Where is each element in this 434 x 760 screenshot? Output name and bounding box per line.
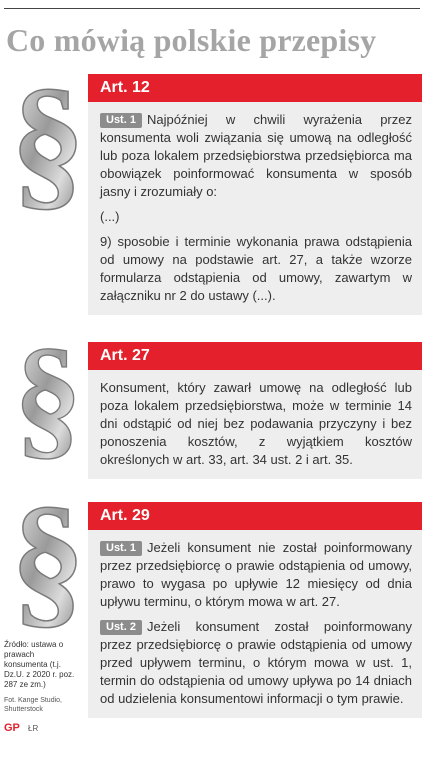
section-sign-icon bbox=[4, 72, 94, 214]
section-sign-icon bbox=[4, 490, 94, 632]
paragraph bbox=[100, 208, 412, 226]
article-header: Art. 29 bbox=[88, 502, 422, 530]
svg-text:§: § bbox=[13, 334, 83, 462]
svg-text:§: § bbox=[10, 490, 86, 632]
paragraph-text: (...) bbox=[100, 209, 120, 224]
article-27 bbox=[88, 342, 422, 479]
paragraph-text: Konsument, który zawarł umowę na odległość lub poza lokalem przedsiębiorstwa, może w terminie 14 dni odstąpić od niej bez podawania przyczyny i bez ponoszenia kosztów, z wyjątkiem kosztów określonych w art. 33, art. 34 ust. 2 i art. 35. bbox=[100, 380, 412, 467]
paragraph bbox=[100, 379, 412, 469]
svg-text:§: § bbox=[10, 72, 86, 214]
gp-logo: GP bbox=[4, 722, 20, 734]
paragraph bbox=[100, 618, 412, 708]
article-29 bbox=[88, 502, 422, 718]
article-header: Art. 12 bbox=[88, 74, 422, 102]
page-title: Co mówią polskie przepisy bbox=[6, 22, 377, 58]
ust-badge: Ust. 1 bbox=[100, 541, 142, 556]
source-note: Źródło: ustawa o prawach konsumenta (t.j. Dz.U. z 2020 r. poz. 287 ze zm.) bbox=[4, 640, 75, 689]
paragraph-text: Najpóźniej w chwili wyrażenia przez konsumenta woli związania się umową na odległość lub poza lokalem przedsiębiorstwa przedsiębiorca ma obowiązek poinformować konsumenta w sposób jasny i zrozumiały o: bbox=[100, 112, 412, 199]
top-rule bbox=[4, 8, 420, 9]
paragraph bbox=[100, 233, 412, 305]
paragraph-text: Jeżeli konsument nie został poinformowany przez przedsiębiorcę o prawie odstąpienia od umowy, prawo to wygasa po upływie 12 miesięcy od dnia upływu terminu, o którym mowa w art. 27. bbox=[100, 540, 412, 609]
article-body bbox=[88, 370, 422, 479]
paragraph bbox=[100, 539, 412, 611]
article-header: Art. 27 bbox=[88, 342, 422, 370]
article-body bbox=[88, 102, 422, 315]
ust-badge: Ust. 1 bbox=[100, 113, 142, 128]
ust-badge: Ust. 2 bbox=[100, 620, 142, 635]
photo-credit: Fot. Kange Studio, Shutterstock bbox=[4, 697, 62, 713]
author-initials: ŁR bbox=[28, 724, 39, 733]
article-12 bbox=[88, 74, 422, 315]
paragraph bbox=[100, 111, 412, 201]
article-body bbox=[88, 530, 422, 718]
section-sign-icon bbox=[4, 334, 94, 462]
paragraph-text: 9) sposobie i terminie wykonania prawa odstąpienia od umowy na podstawie art. 27, a także wzorze formularza odstąpienia od umowy, zawartym w załączniku nr 2 do ustawy (...). bbox=[100, 234, 412, 303]
paragraph-text: Jeżeli konsument został poinformowany przez przedsiębiorcę o prawie odstąpienia od umowy przed upływem terminu, o którym mowa w ust. 1, termin do odstąpienia od umowy upływa po 14 dniach od udzielenia konsumentowi informacji o tym prawie. bbox=[100, 619, 412, 706]
